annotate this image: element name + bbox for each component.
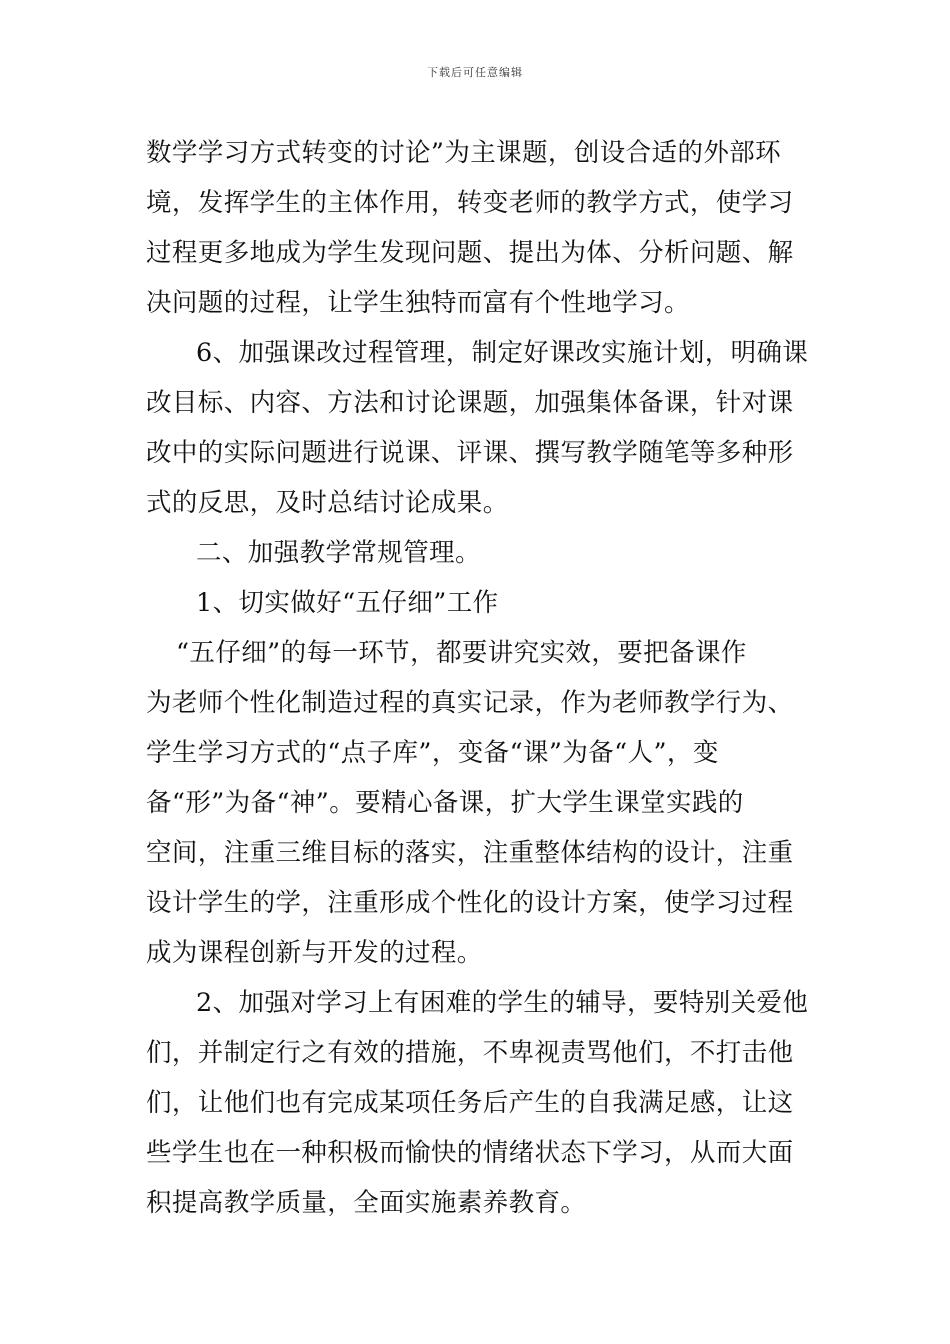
text-line: 们，并制定行之有效的措施，不卑视责骂他们，不打击他 [146, 1038, 794, 1068]
text-line: 备“形”为备“神”。要精心备课，扩大学生课堂实践的 [146, 788, 744, 818]
text-line: 境，发挥学生的主体作用，转变老师的教学方式，使学习 [146, 188, 794, 218]
text-line: “五仔细”的每一环节，都要讲究实效，要把备课作 [176, 638, 747, 668]
text-line: 1、切实做好“五仔细”工作 [196, 588, 499, 618]
text-line: 过程更多地成为学生发现问题、提出为体、分析问题、解 [146, 238, 794, 268]
text-line: 积提高教学质量，全面实施素养教育。 [146, 1188, 587, 1218]
text-line: 二、加强教学常规管理。 [196, 538, 481, 568]
page-header: 下载后可任意编辑 [427, 66, 523, 79]
text-line: 空间，注重三维目标的落实，注重整体结构的设计，注重 [146, 838, 794, 868]
text-line: 决问题的过程，让学生独特而富有个性地学习。 [146, 288, 690, 318]
text-line: 数学学习方式转变的讨论”为主课题，创设合适的外部环 [146, 138, 782, 168]
text-line: 改中的实际问题进行说课、评课、撰写教学随笔等多种形 [146, 438, 794, 468]
text-line: 改目标、内容、方法和讨论课题，加强集体备课，针对课 [146, 388, 794, 418]
text-line: 些学生也在一种积极而愉快的情绪状态下学习，从而大面 [146, 1138, 794, 1168]
text-line: 为老师个性化制造过程的真实记录，作为老师教学行为、 [146, 688, 794, 718]
text-line: 设计学生的学，注重形成个性化的设计方案，使学习过程 [146, 888, 794, 918]
text-line: 学生学习方式的“点子库”，变备“课”为备“人”，变 [146, 738, 719, 768]
text-line: 2、加强对学习上有困难的学生的辅导，要特别关爱他 [196, 988, 809, 1018]
text-line: 们，让他们也有完成某项任务后产生的自我满足感，让这 [146, 1088, 794, 1118]
text-line: 6、加强课改过程管理，制定好课改实施计划，明确课 [196, 338, 809, 368]
document-body [146, 128, 808, 1228]
text-line: 成为课程创新与开发的过程。 [146, 938, 483, 968]
text-line: 式的反思，及时总结讨论成果。 [146, 488, 509, 518]
